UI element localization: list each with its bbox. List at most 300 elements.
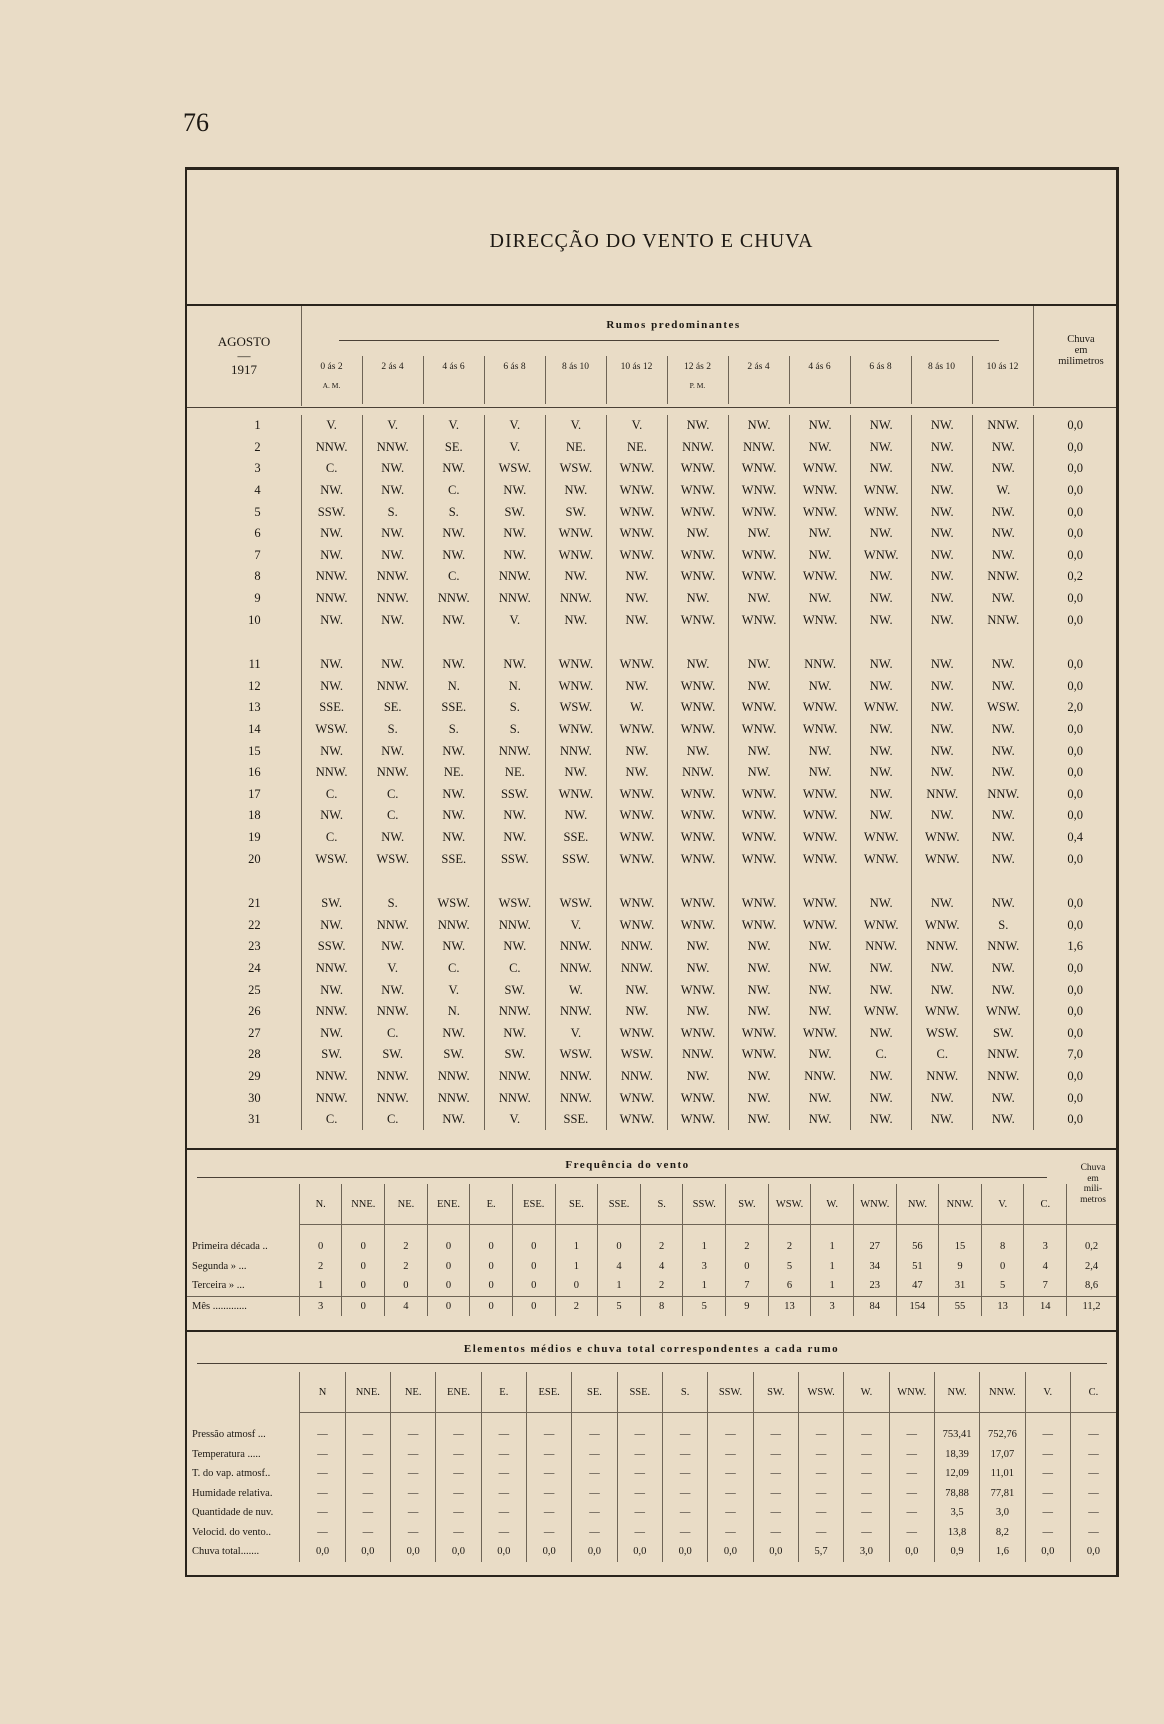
rain-header bbox=[1046, 334, 1116, 367]
wind-cell: NW. bbox=[790, 1087, 851, 1109]
element-cell: — bbox=[798, 1523, 843, 1543]
direction-header: N. bbox=[299, 1184, 342, 1225]
wind-cell: NW. bbox=[790, 762, 851, 784]
spacer-cell bbox=[345, 1413, 390, 1426]
element-cell: 0,0 bbox=[391, 1542, 436, 1562]
table-row bbox=[187, 848, 1116, 870]
wind-cell: NW. bbox=[851, 805, 912, 827]
wind-cell: NW. bbox=[851, 1022, 912, 1044]
wind-cell: WNW. bbox=[851, 827, 912, 849]
day-number: 16 bbox=[248, 765, 261, 780]
rain-cell: 0,0 bbox=[1034, 893, 1116, 915]
wind-cell: NW. bbox=[301, 654, 362, 676]
gap-cell bbox=[851, 631, 912, 654]
element-cell: — bbox=[753, 1503, 798, 1523]
rain-cell: 0,0 bbox=[1034, 480, 1116, 502]
wind-cell: V. bbox=[484, 415, 545, 437]
wind-cell: WSW. bbox=[484, 458, 545, 480]
table-row bbox=[187, 1464, 1116, 1484]
table-row bbox=[187, 979, 1116, 1001]
frequency-cell: 27 bbox=[853, 1237, 896, 1257]
day-number: 27 bbox=[248, 1025, 261, 1040]
wind-cell: NNW. bbox=[362, 588, 423, 610]
wind-cell: NW. bbox=[912, 740, 973, 762]
spacer-cell bbox=[391, 1413, 436, 1426]
gap-cell bbox=[973, 870, 1034, 893]
wind-cell: NW. bbox=[973, 654, 1034, 676]
wind-cell: WNW. bbox=[606, 805, 667, 827]
rain-cell: 0,0 bbox=[1034, 609, 1116, 631]
table-row bbox=[187, 566, 1116, 588]
wind-cell: NW. bbox=[973, 437, 1034, 459]
spacer-cell bbox=[526, 1413, 571, 1426]
element-cell: — bbox=[889, 1484, 934, 1504]
day-number: 25 bbox=[248, 982, 261, 997]
wind-cell: NNW. bbox=[912, 936, 973, 958]
wind-cell: WNW. bbox=[667, 848, 728, 870]
wind-cell: NNW. bbox=[606, 958, 667, 980]
day-number: 28 bbox=[248, 1047, 261, 1062]
wind-cell: WNW. bbox=[729, 914, 790, 936]
decade-gap bbox=[187, 631, 1116, 654]
blank-header bbox=[187, 1184, 299, 1225]
wind-cell: SSW. bbox=[545, 848, 606, 870]
spacer-cell bbox=[768, 1225, 811, 1238]
table-row bbox=[187, 501, 1116, 523]
direction-header: NNE. bbox=[342, 1184, 385, 1225]
element-cell: — bbox=[889, 1503, 934, 1523]
wind-cell: NW. bbox=[912, 588, 973, 610]
frequency-cell: 2 bbox=[299, 1257, 342, 1277]
direction-header: WNW. bbox=[853, 1184, 896, 1225]
wind-cell: NW. bbox=[973, 1109, 1034, 1131]
wind-cell: WNW. bbox=[729, 697, 790, 719]
element-cell: — bbox=[1025, 1484, 1070, 1504]
hour-header: 2 ás 4 bbox=[747, 362, 770, 372]
wind-cell: WSW. bbox=[606, 1044, 667, 1066]
element-cell: — bbox=[572, 1503, 617, 1523]
wind-cell: NW. bbox=[851, 609, 912, 631]
frequency-cell: 9 bbox=[939, 1257, 982, 1277]
wind-cell: N. bbox=[484, 676, 545, 698]
wind-cell: V. bbox=[606, 415, 667, 437]
wind-cell: NW. bbox=[851, 979, 912, 1001]
wind-cell: NW. bbox=[362, 523, 423, 545]
rain-cell: 0,0 bbox=[1034, 588, 1116, 610]
wind-cell: V. bbox=[484, 437, 545, 459]
frequency-cell: 5 bbox=[598, 1296, 641, 1316]
gap-cell bbox=[851, 870, 912, 893]
element-cell: — bbox=[889, 1445, 934, 1465]
wind-cell: NW. bbox=[729, 979, 790, 1001]
day-number: 9 bbox=[254, 591, 261, 606]
wind-cell: NW. bbox=[729, 762, 790, 784]
table-row bbox=[187, 676, 1116, 698]
day-number: 26 bbox=[248, 1004, 261, 1019]
rain-cell: 0,0 bbox=[1034, 1001, 1116, 1023]
row-label: Mês ............. bbox=[187, 1296, 299, 1316]
direction-header: WNW. bbox=[889, 1372, 934, 1413]
wind-cell: NW. bbox=[667, 588, 728, 610]
spacer-cell bbox=[1067, 1225, 1116, 1238]
element-cell: — bbox=[708, 1445, 753, 1465]
wind-cell: NW. bbox=[667, 654, 728, 676]
element-cell: 3,0 bbox=[980, 1503, 1025, 1523]
wind-cell: N. bbox=[423, 676, 484, 698]
gap-cell bbox=[301, 631, 362, 654]
frequency-cell: 2 bbox=[555, 1296, 598, 1316]
wind-cell: WNW. bbox=[851, 848, 912, 870]
wind-cell: WNW. bbox=[912, 1001, 973, 1023]
element-cell: — bbox=[481, 1445, 526, 1465]
table-row bbox=[187, 697, 1116, 719]
wind-cell: WNW. bbox=[851, 914, 912, 936]
wind-cell: NW. bbox=[729, 740, 790, 762]
wind-cell: NNW. bbox=[484, 1066, 545, 1088]
wind-cell: NW. bbox=[606, 609, 667, 631]
rain-cell: 0,2 bbox=[1067, 1237, 1116, 1257]
wind-cell: NW. bbox=[851, 654, 912, 676]
wind-cell: WNW. bbox=[851, 1001, 912, 1023]
frequency-cell: 4 bbox=[385, 1296, 428, 1316]
direction-header: V. bbox=[1025, 1372, 1070, 1413]
wind-cell: NW. bbox=[912, 893, 973, 915]
elements-rule bbox=[197, 1363, 1107, 1364]
element-cell: — bbox=[436, 1464, 481, 1484]
wind-cell: WNW. bbox=[667, 545, 728, 567]
frequency-cell: 2 bbox=[640, 1276, 683, 1296]
frequency-cell: 56 bbox=[896, 1237, 939, 1257]
element-cell: 77,81 bbox=[980, 1484, 1025, 1504]
wind-cell: NE. bbox=[545, 437, 606, 459]
wind-cell: NNW. bbox=[545, 588, 606, 610]
wind-cell: SSE. bbox=[301, 697, 362, 719]
wind-cell: NNW. bbox=[606, 1066, 667, 1088]
element-cell: — bbox=[662, 1425, 707, 1445]
frequency-cell: 0 bbox=[342, 1276, 385, 1296]
wind-cell: NNW. bbox=[362, 914, 423, 936]
rain-cell: 2,4 bbox=[1067, 1257, 1116, 1277]
wind-cell: NNW. bbox=[423, 1087, 484, 1109]
wind-cell: NW. bbox=[790, 1044, 851, 1066]
frequency-cell: 7 bbox=[1024, 1276, 1067, 1296]
wind-cell: SSE. bbox=[545, 827, 606, 849]
wind-cell: WNW. bbox=[790, 480, 851, 502]
element-cell: — bbox=[662, 1503, 707, 1523]
spacer-cell bbox=[187, 1225, 299, 1238]
wind-cell: SE. bbox=[423, 437, 484, 459]
wind-cell: WNW. bbox=[545, 545, 606, 567]
wind-cell: NW. bbox=[301, 1022, 362, 1044]
spacer-cell bbox=[342, 1225, 385, 1238]
element-cell: — bbox=[617, 1445, 662, 1465]
rumos-section bbox=[187, 304, 1116, 1127]
wind-cell: NW. bbox=[545, 762, 606, 784]
frequency-cell: 34 bbox=[853, 1257, 896, 1277]
gap-cell bbox=[545, 870, 606, 893]
rain-cell: 0,0 bbox=[1034, 501, 1116, 523]
wind-cell: NW. bbox=[729, 676, 790, 698]
wind-cell: NW. bbox=[912, 654, 973, 676]
wind-cell: WNW. bbox=[851, 697, 912, 719]
wind-cell: NNW. bbox=[484, 566, 545, 588]
spacer-cell bbox=[572, 1413, 617, 1426]
wind-cell: NW. bbox=[912, 676, 973, 698]
wind-cell: NW. bbox=[851, 437, 912, 459]
wind-cell: NW. bbox=[606, 979, 667, 1001]
element-cell: — bbox=[753, 1464, 798, 1484]
wind-cell: NW. bbox=[912, 609, 973, 631]
day-number: 13 bbox=[248, 700, 261, 715]
wind-cell: W. bbox=[973, 480, 1034, 502]
frequency-cell: 55 bbox=[939, 1296, 982, 1316]
wind-cell: WNW. bbox=[545, 784, 606, 806]
table-row bbox=[187, 1503, 1116, 1523]
wind-cell: NW. bbox=[729, 523, 790, 545]
gap-cell bbox=[912, 631, 973, 654]
wind-cell: WNW. bbox=[851, 545, 912, 567]
wind-cell: WNW. bbox=[729, 458, 790, 480]
row-label: Pressão atmosf ... bbox=[192, 1429, 266, 1441]
table-row bbox=[187, 1445, 1116, 1465]
table-row bbox=[187, 740, 1116, 762]
table-row bbox=[187, 1425, 1116, 1445]
spacer-cell bbox=[427, 1225, 470, 1238]
wind-cell: NW. bbox=[606, 676, 667, 698]
frequency-cell: 0 bbox=[427, 1257, 470, 1277]
element-cell: — bbox=[708, 1464, 753, 1484]
wind-cell: WNW. bbox=[729, 1044, 790, 1066]
frequency-cell: 15 bbox=[939, 1237, 982, 1257]
wind-cell: NNW. bbox=[362, 676, 423, 698]
frequency-cell: 1 bbox=[811, 1237, 854, 1257]
table-row bbox=[187, 1001, 1116, 1023]
wind-cell: V. bbox=[545, 415, 606, 437]
element-cell: — bbox=[436, 1484, 481, 1504]
wind-cell: WNW. bbox=[667, 893, 728, 915]
wind-cell: NW. bbox=[912, 719, 973, 741]
wind-cell: S. bbox=[362, 893, 423, 915]
wind-cell: NW. bbox=[973, 848, 1034, 870]
wind-cell: NW. bbox=[790, 979, 851, 1001]
rain-cell: 2,0 bbox=[1034, 697, 1116, 719]
element-cell: — bbox=[572, 1523, 617, 1543]
wind-cell: NW. bbox=[484, 480, 545, 502]
wind-cell: NW. bbox=[423, 827, 484, 849]
wind-cell: NNW. bbox=[973, 566, 1034, 588]
wind-cell: C. bbox=[301, 1109, 362, 1131]
wind-cell: NW. bbox=[545, 805, 606, 827]
table-row bbox=[187, 1542, 1116, 1562]
hour-divider bbox=[667, 356, 668, 404]
wind-cell: WNW. bbox=[667, 1022, 728, 1044]
element-cell: — bbox=[572, 1464, 617, 1484]
rain-header-cell bbox=[1067, 1184, 1116, 1225]
element-cell: — bbox=[753, 1445, 798, 1465]
wind-cell: NW. bbox=[362, 979, 423, 1001]
wind-cell: NNW. bbox=[301, 588, 362, 610]
direction-header: NE. bbox=[385, 1184, 428, 1225]
wind-cell: NW. bbox=[545, 566, 606, 588]
wind-cell: NW. bbox=[912, 697, 973, 719]
wind-cell: C. bbox=[851, 1044, 912, 1066]
hour-header: 8 ás 10 bbox=[562, 362, 589, 372]
frequency-cell: 3 bbox=[683, 1257, 726, 1277]
wind-cell: NNW. bbox=[301, 437, 362, 459]
spacer-cell bbox=[726, 1225, 769, 1238]
element-cell: — bbox=[1070, 1503, 1116, 1523]
spacer-cell bbox=[640, 1225, 683, 1238]
frequency-cell: 0 bbox=[342, 1237, 385, 1257]
wind-cell: S. bbox=[973, 914, 1034, 936]
frequency-cell: 3 bbox=[299, 1296, 342, 1316]
frequency-cell: 13 bbox=[768, 1296, 811, 1316]
wind-cell: WNW. bbox=[545, 523, 606, 545]
wind-cell: WNW. bbox=[667, 914, 728, 936]
wind-cell: NW. bbox=[606, 740, 667, 762]
wind-cell: NW. bbox=[667, 523, 728, 545]
element-cell: 0,0 bbox=[1070, 1542, 1116, 1562]
element-cell: — bbox=[1025, 1445, 1070, 1465]
wind-cell: C. bbox=[912, 1044, 973, 1066]
wind-cell: NNW. bbox=[606, 936, 667, 958]
wind-cell: NNW. bbox=[301, 762, 362, 784]
spacer-cell bbox=[385, 1225, 428, 1238]
day-number: 14 bbox=[248, 722, 261, 737]
frequency-cell: 0 bbox=[342, 1296, 385, 1316]
frequency-cell: 23 bbox=[853, 1276, 896, 1296]
rain-cell: 7,0 bbox=[1034, 1044, 1116, 1066]
wind-cell: WNW. bbox=[729, 893, 790, 915]
wind-cell: NW. bbox=[362, 936, 423, 958]
wind-cell: NW. bbox=[484, 545, 545, 567]
wind-cell: WNW. bbox=[729, 1022, 790, 1044]
wind-cell: NW. bbox=[912, 501, 973, 523]
wind-cell: WNW. bbox=[606, 523, 667, 545]
wind-cell: WNW. bbox=[729, 501, 790, 523]
element-cell: — bbox=[798, 1445, 843, 1465]
element-cell: — bbox=[753, 1523, 798, 1543]
decade-gap bbox=[187, 870, 1116, 893]
rain-cell: 0,0 bbox=[1034, 523, 1116, 545]
wind-cell: SSW. bbox=[484, 784, 545, 806]
day-number: 7 bbox=[254, 547, 261, 562]
day-number: 29 bbox=[248, 1068, 261, 1083]
frequency-cell: 8 bbox=[981, 1237, 1024, 1257]
table-row bbox=[187, 1066, 1116, 1088]
wind-cell: NW. bbox=[423, 936, 484, 958]
hour-header: 12 ás 2 bbox=[684, 362, 711, 372]
wind-cell: WNW. bbox=[606, 545, 667, 567]
direction-header: NNW. bbox=[980, 1372, 1025, 1413]
direction-header: V. bbox=[981, 1184, 1024, 1225]
wind-cell: WSW. bbox=[545, 893, 606, 915]
table-row bbox=[187, 1087, 1116, 1109]
table-row bbox=[187, 1022, 1116, 1044]
frequency-rule bbox=[197, 1177, 1047, 1178]
element-cell: 11,01 bbox=[980, 1464, 1025, 1484]
wind-cell: WSW. bbox=[484, 893, 545, 915]
wind-cell: NW. bbox=[729, 1066, 790, 1088]
wind-cell: WNW. bbox=[667, 1087, 728, 1109]
element-cell: 0,0 bbox=[662, 1542, 707, 1562]
wind-cell: WNW. bbox=[667, 979, 728, 1001]
year-label: 1917 bbox=[231, 362, 257, 377]
wind-cell: WNW. bbox=[606, 1109, 667, 1131]
wind-cell: NW. bbox=[790, 1001, 851, 1023]
wind-cell: NW. bbox=[973, 523, 1034, 545]
wind-cell: NW. bbox=[423, 609, 484, 631]
wind-cell: NNW. bbox=[484, 588, 545, 610]
element-cell: 0,0 bbox=[753, 1542, 798, 1562]
wind-cell: WNW. bbox=[790, 697, 851, 719]
element-cell: 752,76 bbox=[980, 1425, 1025, 1445]
rain-cell: 0,0 bbox=[1034, 805, 1116, 827]
frequency-cell: 3 bbox=[811, 1296, 854, 1316]
wind-cell: NNW. bbox=[301, 566, 362, 588]
wind-cell: NW. bbox=[362, 740, 423, 762]
frequency-cell: 1 bbox=[683, 1276, 726, 1296]
element-cell: — bbox=[481, 1425, 526, 1445]
element-cell: 78,88 bbox=[934, 1484, 979, 1504]
wind-cell: S. bbox=[423, 719, 484, 741]
wind-cell: WNW. bbox=[912, 827, 973, 849]
wind-cell: C. bbox=[423, 958, 484, 980]
table-row bbox=[187, 1044, 1116, 1066]
direction-header: ENE. bbox=[427, 1184, 470, 1225]
wind-cell: WSW. bbox=[362, 848, 423, 870]
element-cell: 0,0 bbox=[572, 1542, 617, 1562]
wind-cell: NNW. bbox=[362, 437, 423, 459]
direction-header: ENE. bbox=[436, 1372, 481, 1413]
element-cell: — bbox=[662, 1464, 707, 1484]
spacer-cell bbox=[299, 1225, 342, 1238]
row-label: Terceira » ... bbox=[192, 1280, 245, 1292]
wind-cell: NNW. bbox=[545, 958, 606, 980]
wind-cell: WNW. bbox=[729, 566, 790, 588]
wind-cell: SSW. bbox=[301, 936, 362, 958]
wind-cell: NW. bbox=[973, 719, 1034, 741]
direction-header: SSW. bbox=[683, 1184, 726, 1225]
direction-header: NNW. bbox=[939, 1184, 982, 1225]
wind-cell: NW. bbox=[301, 979, 362, 1001]
frequency-cell: 9 bbox=[726, 1296, 769, 1316]
spacer-cell bbox=[1070, 1413, 1116, 1426]
rain-cell: 0,0 bbox=[1034, 719, 1116, 741]
wind-cell: NNW. bbox=[973, 936, 1034, 958]
element-cell: — bbox=[844, 1503, 889, 1523]
hour-header: 6 ás 8 bbox=[869, 362, 892, 372]
element-cell: — bbox=[844, 1523, 889, 1543]
element-cell: — bbox=[481, 1484, 526, 1504]
wind-cell: NW. bbox=[423, 740, 484, 762]
wind-cell: SW. bbox=[362, 1044, 423, 1066]
spacer-cell bbox=[753, 1413, 798, 1426]
wind-cell: WNW. bbox=[606, 719, 667, 741]
frequency-cell: 84 bbox=[853, 1296, 896, 1316]
gap-cell bbox=[606, 870, 667, 893]
direction-header: SE. bbox=[555, 1184, 598, 1225]
hour-header: 4 ás 6 bbox=[442, 362, 465, 372]
wind-cell: SSE. bbox=[423, 697, 484, 719]
wind-cell: WNW. bbox=[912, 914, 973, 936]
wind-cell: NW. bbox=[667, 1001, 728, 1023]
spacer-cell bbox=[798, 1413, 843, 1426]
wind-cell: V. bbox=[484, 1109, 545, 1131]
frequency-cell: 8 bbox=[640, 1296, 683, 1316]
wind-cell: NW. bbox=[423, 1109, 484, 1131]
wind-cell: NW. bbox=[484, 1022, 545, 1044]
